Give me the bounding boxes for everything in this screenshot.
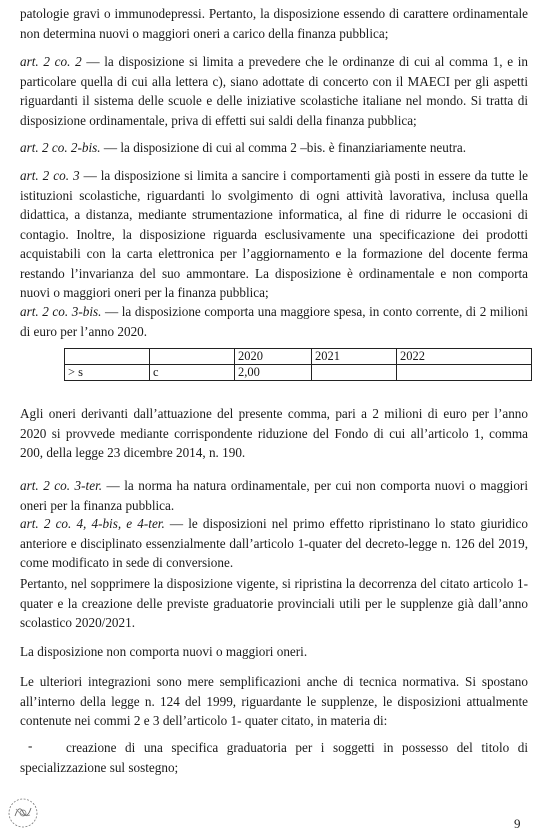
paragraph-no-costs: La disposizione non comporta nuovi o maggiori oneri. <box>20 644 308 659</box>
table-cell: 2021 <box>312 349 397 365</box>
paragraph-art2-co4 <box>20 514 528 573</box>
table-cell <box>312 365 397 381</box>
bullet-dash: - <box>28 738 33 753</box>
article-label: art. 2 co. 3-ter. <box>20 478 103 493</box>
table-cell: 2,00 <box>235 365 312 381</box>
table-cell: 2022 <box>397 349 532 365</box>
paragraph-pertanto: Pertanto, nel sopprimere la disposizione vigente, si ripristina la decorrenza del citato articolo 1- quater e la creazione delle previste graduatorie provinciali utili per le supplenze già dall’anno scolastico 2020/2021. <box>20 576 528 630</box>
table-cell <box>65 349 150 365</box>
table-row <box>65 365 532 381</box>
paragraph-art2-co3bis <box>20 302 528 341</box>
article-label: art. 2 co. 4, 4-bis, e 4-ter. <box>20 516 165 531</box>
stamp-seal-icon <box>6 796 40 830</box>
article-text: — la norma ha natura ordinamentale, per cui non comporta nuovi o maggiori oneri per la finanza pubblica. <box>20 478 528 513</box>
table-cell: c <box>150 365 235 381</box>
article-text: — la disposizione si limita a sancire i comportamenti già posti in essere da tutte le istituzioni scolastiche, riguardanti lo svolgimento di ogni attività lavorativa, inclusa quella didattica, a distanza, mediante strumentazione informatica, al fine di ridurre le occasioni di contagio. Inoltre, la disposizione riguarda esclusivamente una specificazione dei prodotti acquistabili con la carta elettronica per l’aggiornamento e la formazione del docente ferma restando l’invarianza del suo ammontare. La disposizione è ordinamentale e non comporta nuovi o maggiori oneri per la finanza pubblica; <box>20 168 528 300</box>
paragraph-art2-co2 <box>20 52 528 130</box>
paragraph-art2-co3 <box>20 166 528 303</box>
article-text: — le disposizioni nel primo effetto ripristinano lo stato giuridico anteriore e disciplinato essenzialmente dall’articolo 1-quater del decreto-legge n. 126 del 2019, come modificato in sede di conversione. <box>20 516 528 570</box>
paragraph-integrations: Le ulteriori integrazioni sono mere semplificazioni anche di tecnica normativa. Si spostano all’interno della legge n. 124 del 1999, riguardante le supplenze, le disposizioni attualmente contenute nei commi 2 e 3 dell’articolo 1- quater citato, in materia di: <box>20 674 528 728</box>
article-text: — la disposizione si limita a prevedere che le ordinanze di cui al comma 1, e in particolare quella di cui alla lettera c), siano adottate di concerto con il MAECI per gli aspetti riguardanti il sistema delle scuole e delle iniziative scolastiche italiane nel mondo. Si tratta di disposizione ordinamentale, priva di effetti sui saldi della finanza pubblica; <box>20 54 528 128</box>
paragraph-funding: Agli oneri derivanti dall’attuazione del presente comma, pari a 2 milioni di euro per l’anno 2020 si provvede mediante corrispondente riduzione del Fondo di cui all’articolo 1, comma 200, della legge 23 dicembre 2014, n. 190. <box>20 406 528 460</box>
table-cell <box>150 349 235 365</box>
table-cell: 2020 <box>235 349 312 365</box>
article-label: art. 2 co. 3 <box>20 168 80 183</box>
paragraph-art2-co3ter <box>20 476 528 515</box>
table-header-row <box>65 349 532 365</box>
paragraph-intro: patologie gravi o immunodepressi. Pertanto, la disposizione essendo di carattere ordinamentale non determina nuovi o maggiori oneri a carico della finanza pubblica; <box>20 6 528 41</box>
table-cell <box>397 365 532 381</box>
article-text: — la disposizione di cui al comma 2 –bis. è finanziariamente neutra. <box>100 140 467 155</box>
article-label: art. 2 co. 2 <box>20 54 82 69</box>
list-item: creazione di una specifica graduatoria per i soggetti in possesso del titolo di specializzazione sul sostegno; <box>20 740 528 775</box>
paragraph-art2-co2bis <box>20 138 528 158</box>
article-label: art. 2 co. 3-bis. <box>20 304 102 319</box>
page-number: 9 <box>514 816 521 831</box>
article-label: art. 2 co. 2-bis. <box>20 140 101 155</box>
article-text: — la disposizione comporta una maggiore spesa, in conto corrente, di 2 milioni di euro per l’anno 2020. <box>20 304 529 339</box>
table-cell: > s <box>65 365 150 381</box>
cost-table <box>64 348 532 381</box>
